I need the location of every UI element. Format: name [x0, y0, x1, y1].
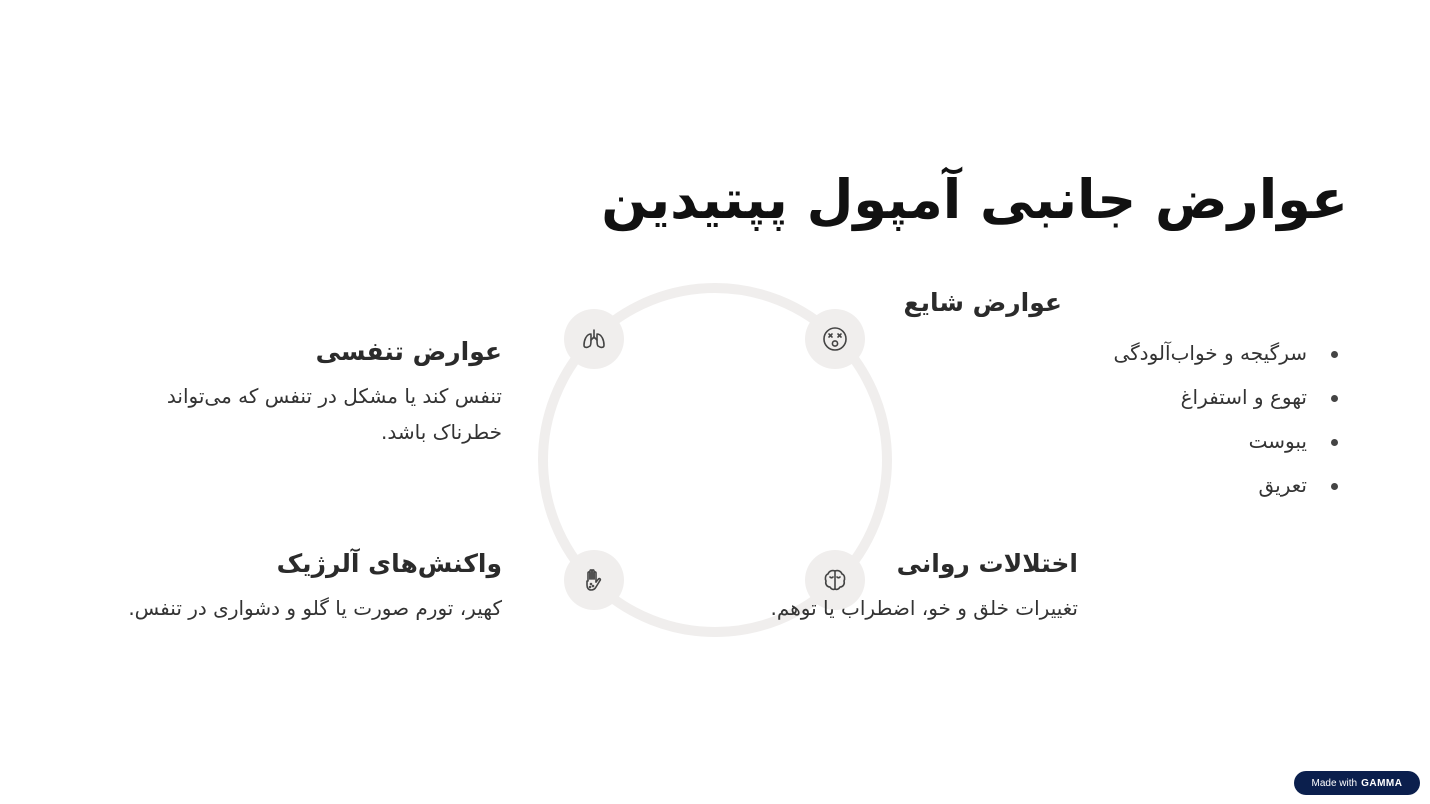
allergic-text: کهیر، تورم صورت یا گلو و دشواری در تنفس.	[128, 596, 502, 620]
lungs-icon	[580, 325, 608, 353]
common-effects-heading: عوارض شایع	[903, 288, 1062, 317]
list-item: یبوست	[1113, 419, 1338, 463]
common-effects-section	[904, 288, 1062, 317]
respiratory-text: تنفس کند یا مشکل در تنفس که می‌تواند خطرناک باشد.	[166, 384, 502, 444]
hand-rash-icon	[580, 566, 608, 594]
allergic-heading: واکنش‌های آلرژیک	[276, 549, 502, 578]
common-effects-list	[1113, 331, 1338, 507]
list-item: تهوع و استفراغ	[1113, 375, 1338, 419]
bullet-icon	[1331, 395, 1338, 402]
psychological-section	[678, 549, 1078, 626]
psychological-text: تغییرات خلق و خو، اضطراب یا توهم.	[770, 596, 1078, 620]
respiratory-section	[112, 337, 502, 450]
made-with-gamma-badge[interactable]	[1294, 771, 1420, 795]
allergic-section	[82, 549, 502, 626]
hand-node	[564, 550, 624, 610]
lungs-node	[564, 309, 624, 369]
dizzy-face-node	[805, 309, 865, 369]
page-title: عوارض جانبی آمپول پپتیدین	[601, 168, 1348, 231]
list-item: تعریق	[1113, 463, 1338, 507]
gamma-logo: GAMMA	[1361, 777, 1403, 789]
badge-prefix: Made with	[1311, 777, 1358, 789]
list-item: سرگیجه و خواب‌آلودگی	[1113, 331, 1338, 375]
respiratory-heading: عوارض تنفسی	[315, 337, 502, 366]
psychological-heading: اختلالات روانی	[896, 549, 1078, 578]
bullet-icon	[1331, 483, 1338, 490]
bullet-icon	[1331, 439, 1338, 446]
common-effects-list-wrap	[1113, 331, 1338, 507]
bullet-icon	[1331, 351, 1338, 358]
dizzy-face-icon	[821, 325, 849, 353]
